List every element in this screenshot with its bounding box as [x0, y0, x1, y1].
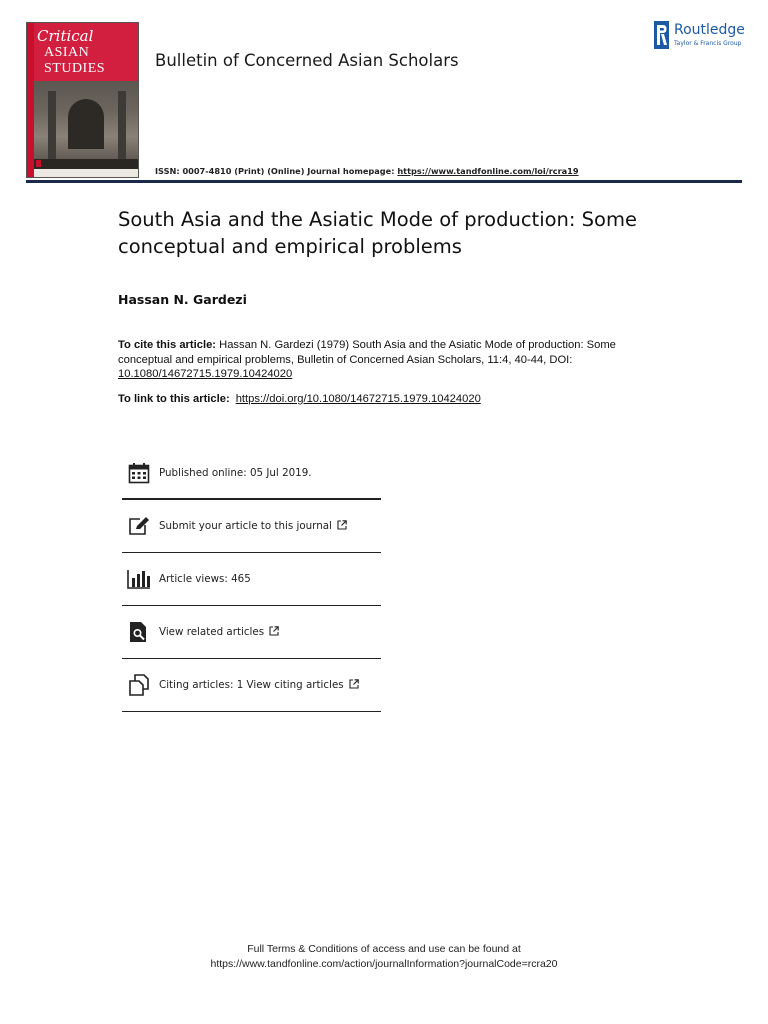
publisher-name: Routledge — [674, 22, 745, 38]
citing-articles-row[interactable] — [122, 659, 381, 712]
cover-title-asian: ASIAN — [44, 45, 90, 60]
related-articles-link[interactable] — [159, 626, 279, 638]
link-block — [118, 393, 481, 405]
published-date: Published online: 05 Jul 2019. — [159, 466, 312, 479]
footer-terms-link[interactable]: https://www.tandfonline.com/action/journalInformation?journalCode=rcra20 — [210, 958, 558, 970]
copy-icon — [127, 673, 151, 697]
document-search-icon — [127, 620, 151, 644]
cover-photo — [34, 81, 139, 173]
edit-icon — [127, 514, 151, 538]
article-views-count: Article views: 465 — [159, 573, 251, 585]
issn-text: ISSN: 0007-4810 (Print) (Online) Journal homepage: — [155, 166, 398, 176]
journal-homepage-link[interactable]: https://www.tandfonline.com/loi/rcra19 — [397, 166, 579, 176]
journal-title: Bulletin of Concerned Asian Scholars — [155, 51, 459, 70]
footer-terms — [0, 942, 768, 972]
citing-articles-label: Citing articles: 1 View citing articles — [159, 679, 344, 691]
calendar-icon — [127, 461, 151, 485]
cover-photo-pillar-left — [48, 91, 56, 161]
issn-line — [155, 166, 579, 176]
cover-publisher-logo-icon — [36, 160, 41, 167]
published-row — [122, 447, 381, 500]
cover-photo-pillar-right — [118, 91, 126, 161]
submit-article-link[interactable] — [159, 520, 347, 532]
submit-article-row[interactable] — [122, 500, 381, 553]
cover-title-studies: STUDIES — [44, 61, 106, 76]
article-info-list — [122, 447, 381, 712]
cite-label: To cite this article: — [118, 339, 217, 351]
publisher-subtitle: Taylor & Francis Group — [674, 40, 742, 47]
submit-article-label: Submit your article to this journal — [159, 520, 332, 532]
header-divider — [26, 180, 742, 183]
citation-block — [118, 338, 638, 382]
external-link-icon — [269, 626, 279, 636]
doi-link[interactable]: 10.1080/14672715.1979.10424020 — [118, 368, 293, 380]
journal-cover-image — [26, 22, 139, 178]
cover-title-critical: Critical — [37, 27, 94, 45]
cite-text: Hassan N. Gardezi (1979) South Asia and the Asiatic Mode of production: Some conceptual and empirical problems, Bulletin of Concerned Asian Scholars, 11:4, 40-44, DOI: — [118, 339, 616, 366]
cover-footer-strip — [34, 169, 139, 177]
doi-url-link[interactable]: https://doi.org/10.1080/14672715.1979.10424020 — [235, 393, 481, 405]
bar-chart-icon — [127, 567, 151, 591]
cover-photo-arch — [68, 99, 104, 149]
external-link-icon — [337, 520, 347, 530]
footer-line-1: Full Terms & Conditions of access and use can be found at — [247, 943, 521, 955]
publisher-logo[interactable] — [654, 21, 746, 51]
link-label: To link to this article: — [118, 393, 230, 405]
article-views-row — [122, 553, 381, 606]
article-title: South Asia and the Asiatic Mode of production: Some conceptual and empirical problems — [118, 208, 637, 258]
article-author: Hassan N. Gardezi — [118, 292, 247, 307]
cover-spine-strip — [27, 23, 34, 177]
external-link-icon — [349, 679, 359, 689]
citing-articles-link[interactable] — [159, 679, 359, 691]
routledge-r-icon — [654, 21, 669, 49]
related-articles-row[interactable] — [122, 606, 381, 659]
related-articles-label: View related articles — [159, 626, 265, 638]
